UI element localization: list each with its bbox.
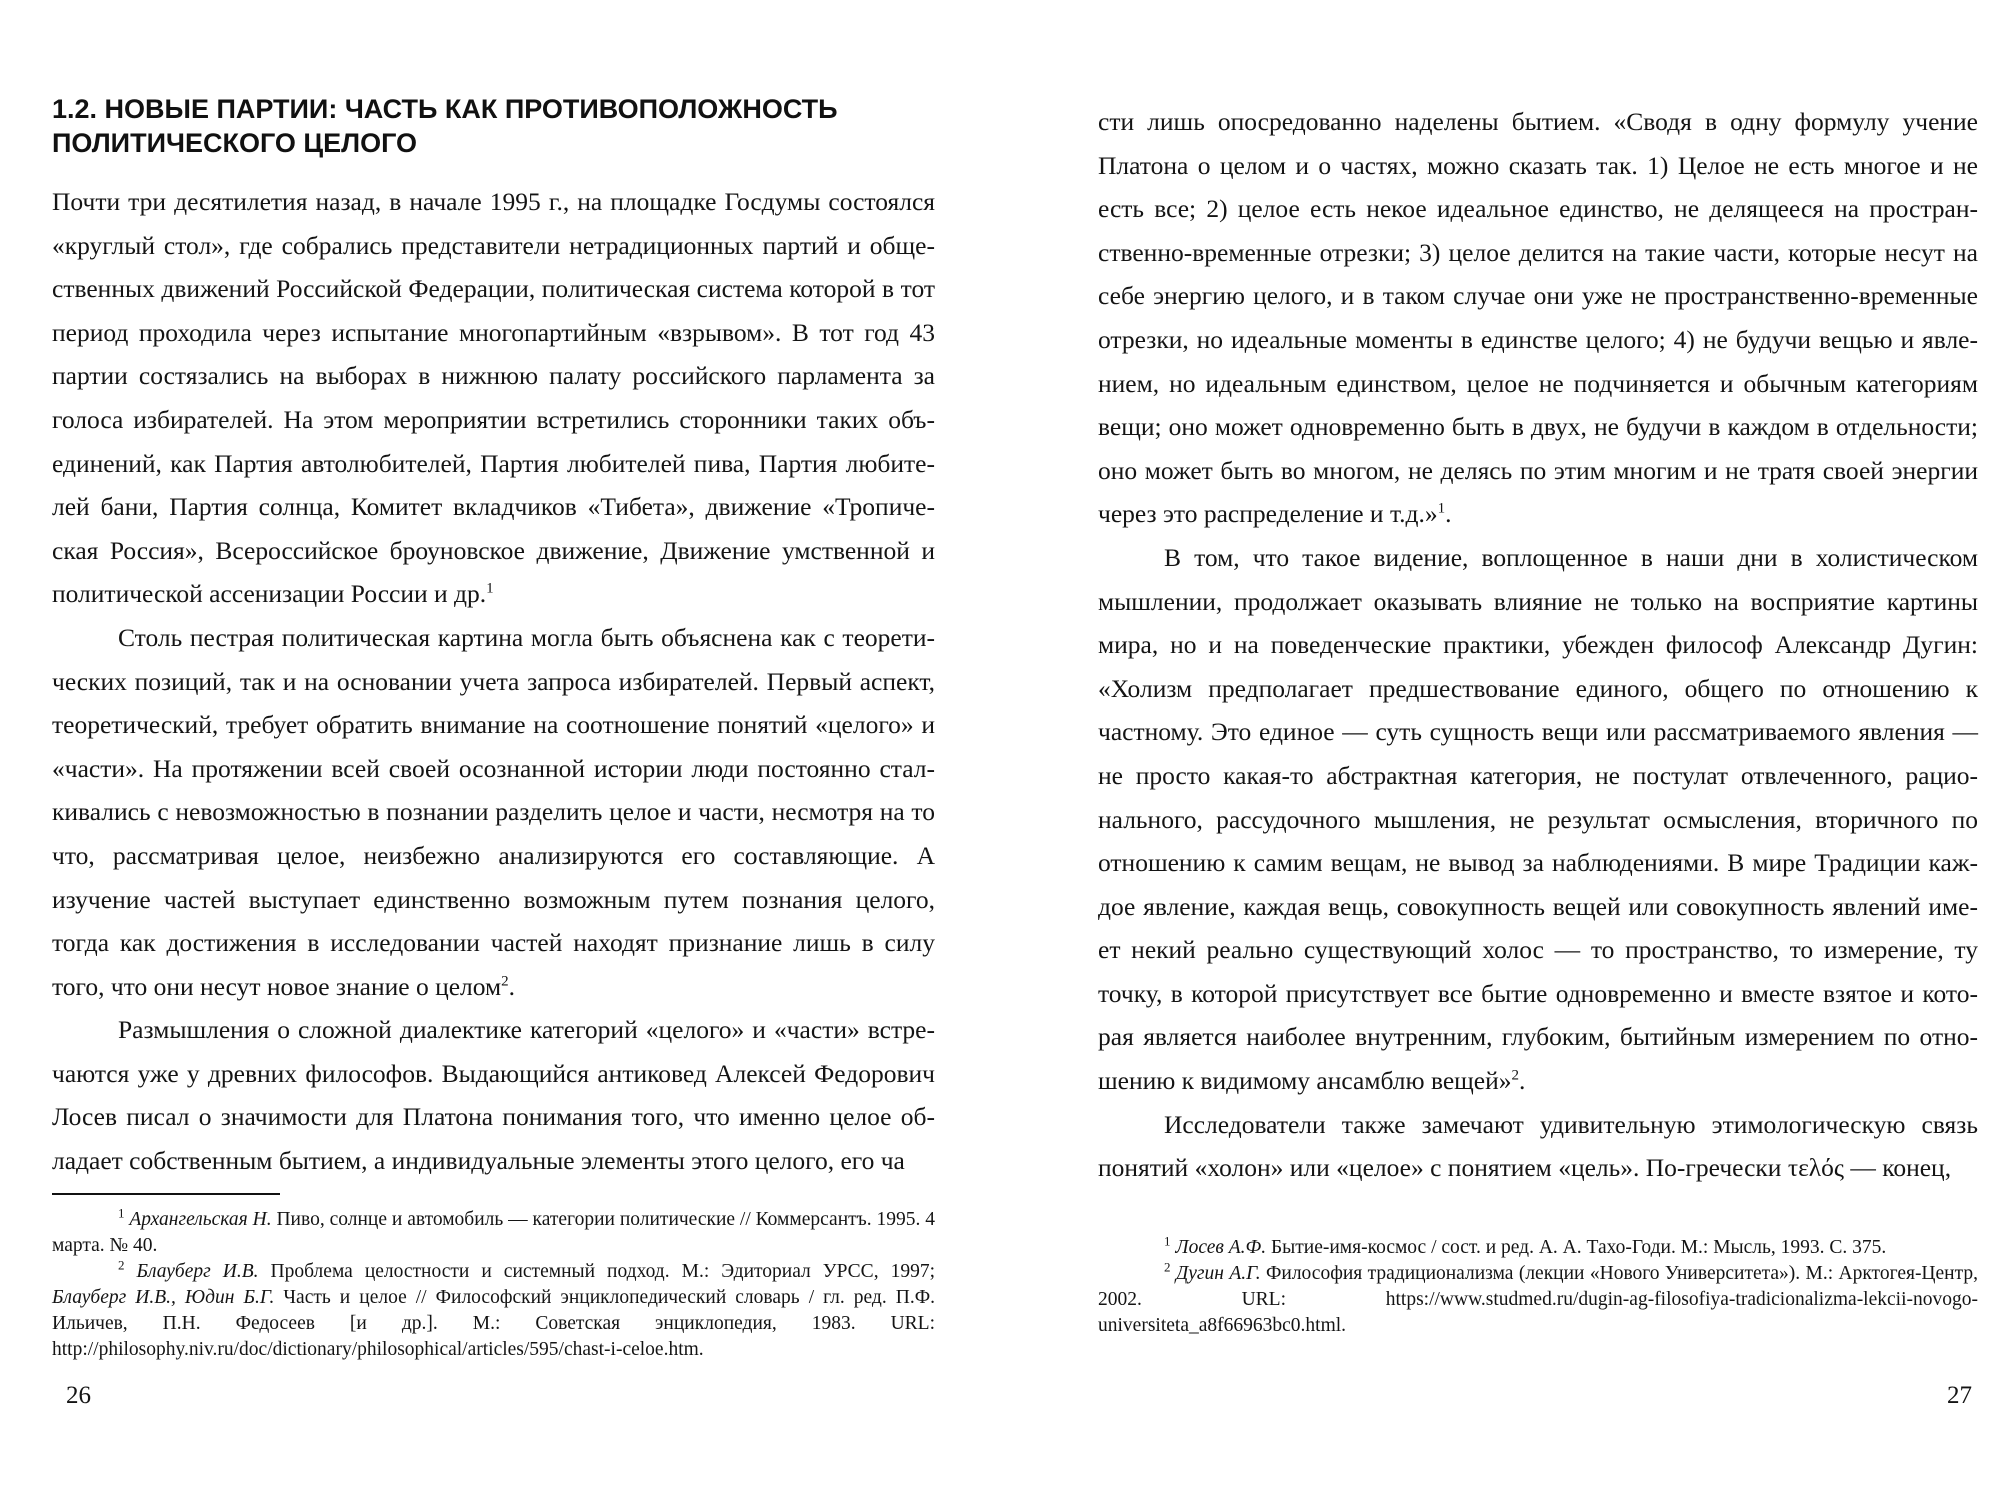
footnote-ref[interactable]: 1	[1437, 500, 1446, 517]
footnote-text: Пиво, солнце и автомобиль — категории политические // Коммерсантъ. 1995. 4 марта. № 40.	[52, 1209, 936, 1256]
paragraph	[52, 180, 935, 616]
paragraph-tail: .	[1519, 1066, 1526, 1096]
footnote-divider	[52, 1193, 280, 1195]
right-footnotes	[1098, 1235, 1978, 1339]
footnote-text: Философия традиционализма (лекции «Нового Университета»). М.: Арктогея-Центр, 2002. URL: https://www.studmed.ru/dugin-ag-filosofiya-tradicionalizma-lekcii-novogo-universiteta_a8f66963bc0.html.	[1098, 1263, 1978, 1336]
page-number: 27	[1947, 1382, 1972, 1409]
paragraph	[1098, 1103, 1978, 1190]
left-body-text	[52, 180, 935, 1183]
paragraph	[52, 616, 935, 1008]
footnote-ref[interactable]: 2	[1511, 1067, 1520, 1084]
footnote	[1098, 1261, 1978, 1339]
footnote	[1098, 1235, 1978, 1261]
footnote-mark: 1	[118, 1205, 125, 1221]
footnote-text: Бытие-имя-космос / сост. и ред. А. А. Тахо-Годи. М.: Мысль, 1993. С. 375.	[1266, 1237, 1887, 1258]
paragraph-text: Размышления о сложной диалектике категорий «целого» и «части» встречаются уже у древних философов. Выдающийся антиковед Алексей Федорович Лосев писал о значимости для Платона понимания того, что именно целое обладает собственным бытием, а индивидуальные элементы этого целого, его ча	[52, 1015, 935, 1176]
paragraph-tail: .	[508, 971, 516, 1001]
paragraph-text: Почти три десятилетия назад, в начале 1995 г., на площадке Госдумы состоялся «круглый стол», где собрались представители нетрадиционных партий и общественных движений Российской Федерации, политическая система которой в тот период проходила через испытание многопартийным «взрывом». В тот год 43 партии состязались на выборах в нижнюю палату российского парламента за голоса избирателей. На этом мероприятии встретились сторонники таких объединений, как Партия автолюбителей, Партия любителей пива, Партия любителей бани, Партия солнца, Комитет вкладчиков «Тибета», движение «Тропическая Россия», Всероссийское броуновское движение, Движение умственной и политической ассенизации России и др.	[52, 187, 935, 609]
footnote-ref[interactable]: 2	[501, 973, 509, 990]
footnote-author: Лосев А.Ф.	[1175, 1237, 1267, 1258]
paragraph-text: сти лишь опосредованно наделены бытием. «Сводя в одну формулу учение Платона о целом и о частях, можно сказать так. 1) Целое не есть многое и не есть все; 2) целое есть некое идеальное единство, не делящееся на пространственно-временные отрезки; 3) целое делится на такие части, которые несут на себе энергию целого, и в таком случае они уже не пространственно-временные отрезки, но идеальные моменты в единстве целого; 4) не будучи вещью и явлением, но идеальным единством, целое не подчиняется и обычным категориям вещи; оно может одновременно быть в двух, не будучи в каждом в отдельности; оно может быть во многом, не делясь по этим многим и не тратя своей энергии через это распределение и т.д.»	[1098, 107, 1978, 529]
footnote-mark: 2	[1164, 1259, 1171, 1275]
footnote-ref[interactable]: 1	[486, 580, 494, 597]
footnote-author: Блауберг И.В., Юдин Б.Г.	[52, 1287, 275, 1308]
right-page	[1000, 0, 2000, 1489]
right-body-text	[1098, 100, 1978, 1190]
paragraph-tail: .	[1445, 499, 1452, 529]
footnote-author: Архангельская Н.	[129, 1209, 272, 1230]
footnote-mark: 1	[1164, 1233, 1171, 1249]
paragraph	[52, 1008, 935, 1182]
paragraph-text: Столь пестрая политическая картина могла быть объяснена как с теоретических позиций, так и на основании учета запроса избирателей. Первый аспект, теоретический, требует обратить внимание на соотношение понятий «целого» и «части». На протяжении всей своей осознанной истории люди постоянно сталкивались с невозможностью в познании разделить целое и части, несмотря на то что, рассматривая целое, неизбежно анализируются его составляющие. А изучение частей выступает единственно возможным путем познания целого, тогда как достижения в исследовании частей находят признание лишь в силу того, что они несут новое знание о целом	[52, 622, 935, 1001]
footnote-text: Часть и целое // Философский энциклопедический словарь / гл. ред. П.Ф. Ильичев, П.Н. Федосеев [и др.]. М.: Советская энциклопедия, 1983. URL: http://philosophy.niv.ru/doc/dictionary/philosophical/articles/595/chast-i-celoe.htm.	[52, 1287, 935, 1360]
footnote-text: Проблема целостности и системный подход. М.: Эдиториал УРСС, 1997;	[258, 1261, 936, 1282]
section-heading: 1.2. НОВЫЕ ПАРТИИ: ЧАСТЬ КАК ПРОТИВОПОЛОЖНОСТЬ ПОЛИТИЧЕСКОГО ЦЕЛОГО	[52, 94, 838, 158]
footnote	[52, 1259, 935, 1363]
paragraph	[1098, 536, 1978, 1103]
left-footnotes	[52, 1207, 935, 1363]
footnote-author: Дугин А.Г.	[1175, 1263, 1261, 1284]
footnote	[52, 1207, 935, 1259]
footnote-mark: 2	[118, 1257, 125, 1273]
page-number: 26	[66, 1382, 91, 1409]
paragraph-text: В том, что такое видение, воплощенное в наши дни в холистическом мышлении, продолжает оказывать влияние не только на восприятие картины мира, но и на поведенческие практики, убежден философ Александр Дугин: «Холизм предполагает предшествование единого, общего по отношению к частному. Это единое — суть сущность вещи или рассматриваемого явления — не просто какая-то абстрактная категория, не постулат отвлеченного, рационального, рассудочного мышления, не результат осмысления, вторичного по отношению к самим вещам, не вывод за наблюдениями. В мире Традиции каждое явление, каждая вещь, совокупность вещей или совокупность явлений имеет некий реально существующий холос — то пространство, то измерение, ту точку, в которой присутствует все бытие одновременно и вместе взятое и которая является наиболее внутренним, глубоким, бытийным измерением по отношению к видимому ансамблю вещей»	[1098, 542, 1978, 1096]
footnote-author: Блауберг И.В.	[136, 1261, 259, 1282]
paragraph	[1098, 100, 1978, 536]
paragraph-text: Исследователи также замечают удивительную этимологическую связь понятий «холон» или «целое» с понятием «цель». По-гречески τελός — конец,	[1098, 1109, 1978, 1183]
